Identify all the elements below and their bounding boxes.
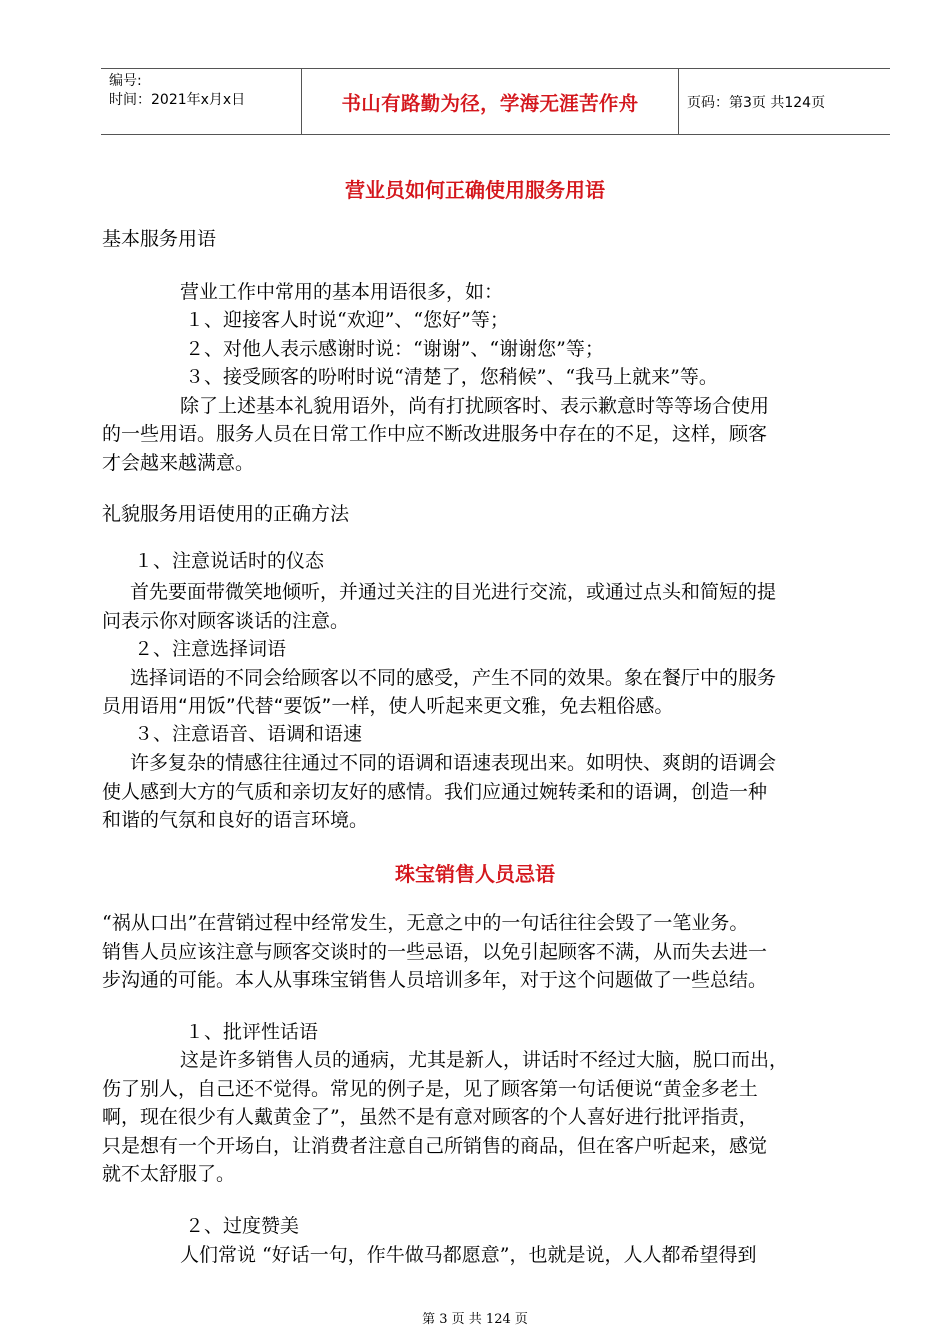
number-label: 编号: (109, 73, 142, 89)
paragraph-line: 的一些用语。服务人员在日常工作中应不断改进服务中存在的不足，这样，顾客 (102, 423, 768, 445)
paragraph-line: 步沟通的可能。本人从事珠宝销售人员培训多年，对于这个问题做了一些总结。 (102, 969, 768, 991)
paragraph-line: 问表示你对顾客谈话的注意。 (102, 610, 350, 632)
page-footer: 第 3 页 共 124 页 (422, 1312, 528, 1327)
paragraph-line: 销售人员应该注意与顾客交谈时的一些忌语，以免引起顾客不满，从而失去进一 (102, 941, 768, 963)
paragraph-line: 首先要面带微笑地倾听，并通过关注的目光进行交流，或通过点头和简短的提 (130, 581, 777, 603)
paragraph-line: 才会越来越满意。 (102, 452, 255, 474)
subheading: １、批评性话语 (185, 1021, 319, 1043)
paragraph-line: 营业工作中常用的基本用语很多，如： (180, 281, 504, 303)
subheading: ２、注意选择词语 (134, 638, 287, 660)
paragraph-line: 伤了别人，自己还不觉得。常见的例子是，见了顾客第一句话便说“黄金多老土 (102, 1078, 758, 1100)
paragraph-line: 就不太舒服了。 (102, 1163, 236, 1185)
paragraph-line: 选择词语的不同会给顾客以不同的感受，产生不同的效果。象在餐厅中的服务 (130, 667, 777, 689)
paragraph-line: 使人感到大方的气质和亲切友好的感情。我们应通过婉转柔和的语调，创造一种 (102, 781, 768, 803)
paragraph-line: 许多复杂的情感往往通过不同的语调和语速表现出来。如明快、爽朗的语调会 (130, 752, 777, 774)
paragraph-line: 啊，现在很少有人戴黄金了”，虽然不是有意对顾客的个人喜好进行批评指责， (102, 1106, 758, 1128)
subheading: ３、注意语音、语调和语速 (134, 723, 363, 745)
paragraph-line: 和谐的气氛和良好的语言环境。 (102, 809, 369, 831)
article-title-1: 营业员如何正确使用服务用语 (345, 178, 605, 202)
article-title-2: 珠宝销售人员忌语 (395, 862, 555, 886)
paragraph-line: 员用语用“用饭”代替“要饭”一样，使人听起来更文雅，免去粗俗感。 (102, 695, 674, 717)
list-item: ３、接受顾客的吩咐时说“清楚了，您稍候”、“我马上就来”等。 (185, 366, 718, 388)
paragraph-line: “祸从口出”在营销过程中经常发生，无意之中的一句话往往会毁了一笔业务。 (102, 912, 749, 934)
time-label: 时间：2021年x月x日 (109, 92, 246, 108)
section-heading-basic: 基本服务用语 (102, 228, 217, 250)
subheading: １、注意说话时的仪态 (134, 550, 325, 572)
section-heading-method: 礼貌服务用语使用的正确方法 (102, 503, 350, 525)
paragraph-line: 这是许多销售人员的通病，尤其是新人，讲话时不经过大脑，脱口而出， (180, 1049, 789, 1071)
paragraph-line: 人们常说 “好话一句，作牛做马都愿意”，也就是说，人人都希望得到 (180, 1244, 757, 1266)
page-header (101, 68, 890, 135)
paragraph-line: 只是想有一个开场白，让消费者注意自己所销售的商品，但在客户听起来，感觉 (102, 1135, 768, 1157)
paragraph-line: 除了上述基本礼貌用语外，尚有打扰顾客时、表示歉意时等等场合使用 (180, 395, 770, 417)
list-item: １、迎接客人时说“欢迎”、“您好”等； (185, 309, 509, 331)
header-page-label: 页码：第3页 共124页 (687, 94, 826, 111)
list-item: ２、对他人表示感谢时说：“谢谢”、“谢谢您”等； (185, 338, 604, 360)
subheading: ２、过度赞美 (185, 1215, 300, 1237)
header-motto: 书山有路勤为径，学海无涯苦作舟 (302, 69, 679, 134)
header-meta (101, 69, 302, 134)
